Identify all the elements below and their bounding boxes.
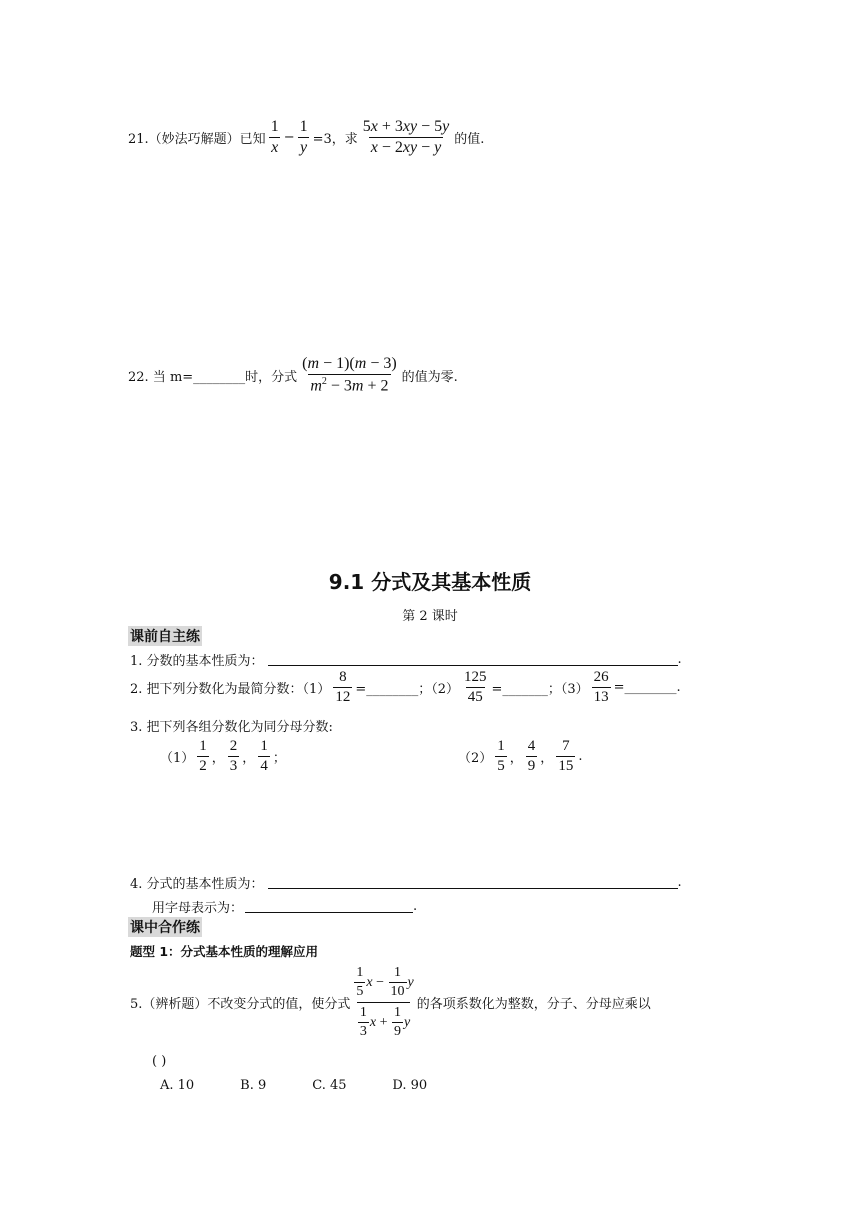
q3-part2-label: （2） xyxy=(458,751,493,767)
question-4 xyxy=(130,873,682,892)
question-21 xyxy=(128,118,484,158)
q1-text: 1. 分数的基本性质为： xyxy=(130,654,264,669)
question-3-part-2: （2） $\frac{1}{5}$ ， $\frac{4}{9}$ ， $\frac{7}{15}$ . xyxy=(458,738,583,775)
section-heading-in-class: 课中合作练 xyxy=(128,917,202,937)
question-3-part-1: （1） $\frac{1}{2}$ ， $\frac{2}{3}$ ， $\frac{1}{4}$ ； xyxy=(160,738,286,775)
question-3-text: 3. 把下列各组分数化为同分母分数: xyxy=(130,720,333,735)
q22-prefix: 22. 当 m=________时，分式 xyxy=(128,370,298,386)
fraction: $\frac{4}{9}$ xyxy=(527,738,536,775)
q5-answer-paren: ( ) xyxy=(152,1054,167,1069)
fraction-26-13: $\frac{26}{13}$ xyxy=(593,669,609,706)
fraction-125-45: $\frac{125}{45}$ xyxy=(463,669,487,706)
fraction-expression-22: $\frac{(m - 1)(m - 3)}{m^2 - 3m + 2}$ xyxy=(302,355,397,395)
answer-blank-line xyxy=(268,653,678,666)
q5-choices xyxy=(160,1078,427,1093)
question-5 xyxy=(130,965,651,1040)
q21-suffix: 的值. xyxy=(454,132,485,148)
q1-end: . xyxy=(677,652,682,667)
question-1 xyxy=(130,650,682,669)
q4-line2: 用字母表示为： xyxy=(152,901,244,916)
section-heading-pre-class: 课前自主练 xyxy=(128,626,202,646)
q4-text: 4. 分式的基本性质为： xyxy=(130,877,264,892)
q2-blank-2: =_______；（3） xyxy=(491,682,589,698)
fraction: $\frac{1}{5}$ xyxy=(497,738,505,775)
q5-suffix: 的各项系数化为整数，分子、分母应乘以 xyxy=(416,997,651,1013)
complex-fraction: $\frac{1}{5}$ x − $\frac{1}{10}$ y $\frac{1}{3}$ x + $\frac{1}{9}$ y xyxy=(356,965,414,1040)
page-title: 9.1 分式及其基本性质 xyxy=(328,570,532,594)
minus-sign: − xyxy=(283,130,295,146)
fraction: $\frac{1}{4}$ xyxy=(260,738,268,775)
fraction-8-12: $\frac{8}{12}$ xyxy=(335,669,351,706)
choice-d[interactable]: D. 90 xyxy=(392,1078,428,1093)
q5-prefix: 5.（辨析题）不改变分式的值，使分式 xyxy=(130,997,351,1013)
question-2 xyxy=(130,669,681,707)
q2-blank-1: =________；（2） xyxy=(355,682,459,698)
page-subtitle: 第 2 课时 xyxy=(402,609,458,624)
q2-prefix: 2. 把下列分数化为最简分数：（1） xyxy=(130,682,331,698)
fraction-1-over-x: $\frac{1}{x}$ xyxy=(270,118,279,157)
question-type-1-heading: 题型 1：分式基本性质的理解应用 xyxy=(130,944,319,959)
q21-prefix: 21.（妙法巧解题）已知 xyxy=(128,132,266,148)
choice-c[interactable]: C. 45 xyxy=(312,1078,347,1093)
q21-mid: =3，求 xyxy=(312,132,358,148)
q4-line2-end: . xyxy=(413,899,418,914)
fraction-1-over-y: $\frac{1}{y}$ xyxy=(299,118,308,157)
fraction: $\frac{2}{3}$ xyxy=(229,738,238,775)
q3-part1-label: （1） xyxy=(160,751,195,767)
choice-a[interactable]: A. 10 xyxy=(160,1078,195,1093)
question-22 xyxy=(128,355,458,396)
question-4-line-2 xyxy=(152,897,417,916)
answer-blank-line xyxy=(245,900,413,913)
answer-blank-line xyxy=(268,876,678,889)
q2-blank-3: =________. xyxy=(613,680,681,696)
fraction-expression-21: $\frac{5x + 3xy - 5y}{x - 2xy - y}$ xyxy=(362,118,450,157)
q4-end: . xyxy=(677,875,682,890)
fraction: $\frac{7}{15}$ xyxy=(558,738,574,775)
fraction: $\frac{1}{2}$ xyxy=(199,738,207,775)
q22-suffix: 的值为零. xyxy=(401,370,458,386)
choice-b[interactable]: B. 9 xyxy=(240,1078,267,1093)
